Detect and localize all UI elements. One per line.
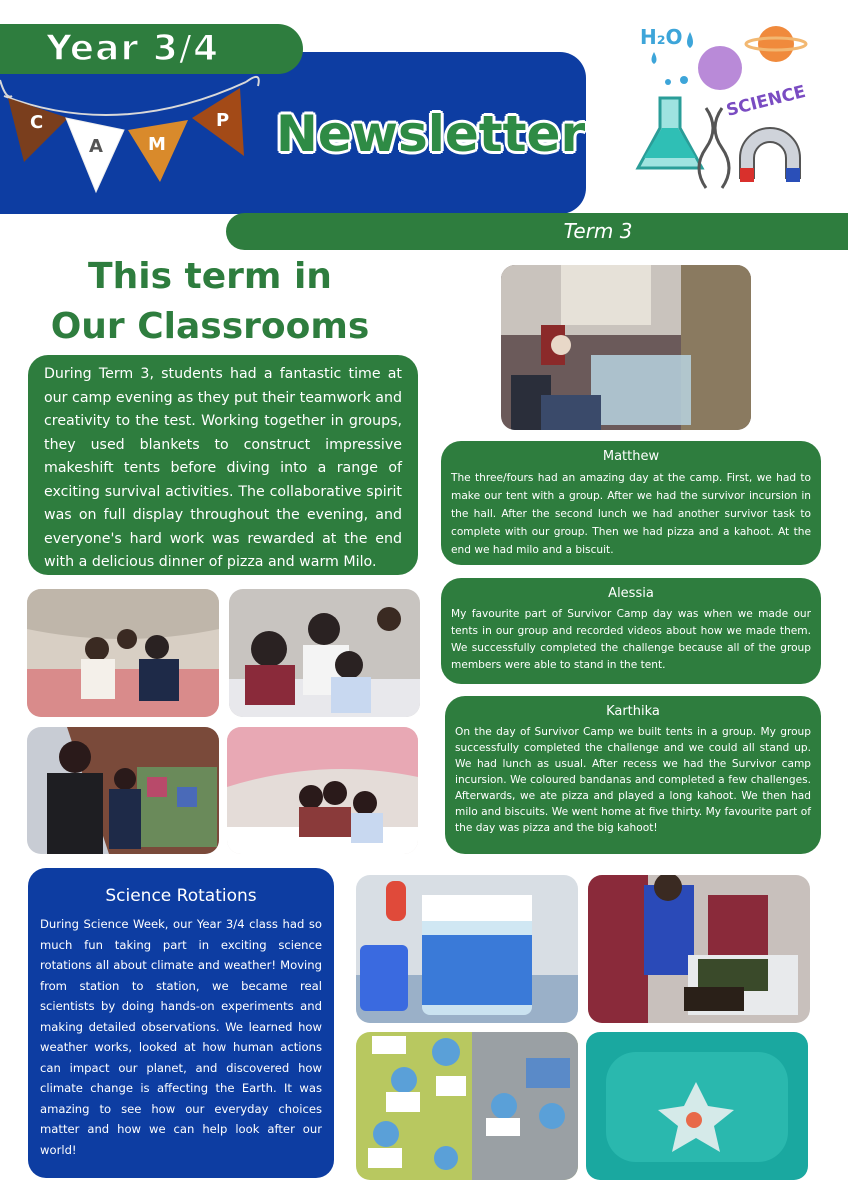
photo-students-drawing <box>229 589 420 717</box>
planet-icon <box>758 26 794 62</box>
photo-tent-activity <box>501 265 751 430</box>
quote-name: Alessia <box>608 586 654 601</box>
quote-text: My favourite part of Survivor Camp day was when we made our tents in our group and recorded videos about how we made them. We successfully completed the challenge because all of the group members were able to stand in the tent. <box>451 608 811 671</box>
quote-name: Matthew <box>602 449 660 464</box>
photo-grass-experiment <box>588 875 810 1023</box>
quote-name: Karthika <box>606 704 660 719</box>
bunting-letter: M <box>148 134 166 155</box>
dna-icon <box>699 108 713 188</box>
quote-card-alessia <box>441 578 821 684</box>
quote-text: On the day of Survivor Camp we built tents in a group. My group successfully completed the challenge and we could all stand up. We had lunch as usual. After recess we had the Survivor camp incursion. We coloured bandanas and completed a few challenges. Afterwards, we ate pizza and played a long kahoot. We then had milo and biscuits. We went home at five thirty. My favourite part of the day was pizza and the big kahoot! <box>455 726 811 834</box>
science-illustration <box>628 18 824 204</box>
science-card <box>28 868 334 1178</box>
camp-bunting <box>0 70 270 200</box>
term-label-text: Term 3 <box>563 219 633 243</box>
photo-boys-tent <box>27 727 219 854</box>
intro-card: During Term 3, students had a fantastic time at our camp evening as they put their teamwork and creativity to the test. Working together in groups, they used blankets to construct impressive makeshift tents before diving into a range of exciting survival activities. The collaborative spirit was on full display throughout the evening, and everyone's hard work was rewarded at the end with a delicious dinner of pizza and warm Milo. <box>28 355 418 575</box>
newsletter-title: Newsletter <box>276 105 586 163</box>
bunting-letter: A <box>89 136 103 157</box>
h2o-label: H₂O <box>640 25 683 49</box>
quote-text: The three/fours had an amazing day at the camp. First, we had to make our tent with a group. After we had the survivor incursion in the hall. After the second lunch we had another survivor task to complete with our group. Then we had pizza and a kahoot. At the end we had milo and a biscuit. <box>451 472 811 556</box>
photo-blanket-tent <box>27 589 219 717</box>
quote-card-matthew <box>441 441 821 565</box>
quote-card-karthika <box>445 696 821 854</box>
photo-earth-posters <box>356 1032 578 1180</box>
term-label <box>226 213 848 250</box>
science-title: Science Rotations <box>105 886 257 906</box>
section-title <box>30 252 390 352</box>
science-word: SCIENCE <box>724 81 808 121</box>
photo-ice-star <box>586 1032 808 1180</box>
photo-girls-tent <box>227 727 418 854</box>
science-body: During Science Week, our Year 3/4 class had so much fun taking part in exciting science rotations all about climate and weather! Moving from station to station, we became real scientists by doing hands-on experiments and making detailed observations. We learned how weather works, looked at how human actions can impact our planet, and discovered how climate change is affecting the Earth. It was amazing to see how our everyday choices matter and how we can help look after our world! <box>40 917 322 1157</box>
bunting-letter: C <box>30 112 44 133</box>
bunting-letter: P <box>216 110 230 131</box>
planet-icon <box>698 46 742 90</box>
section-title-line1: This term in <box>88 256 332 297</box>
section-title-line2: Our Classrooms <box>50 306 370 347</box>
year-label: Year 3/4 <box>46 28 220 69</box>
photo-rain-cloud-jar <box>356 875 578 1023</box>
